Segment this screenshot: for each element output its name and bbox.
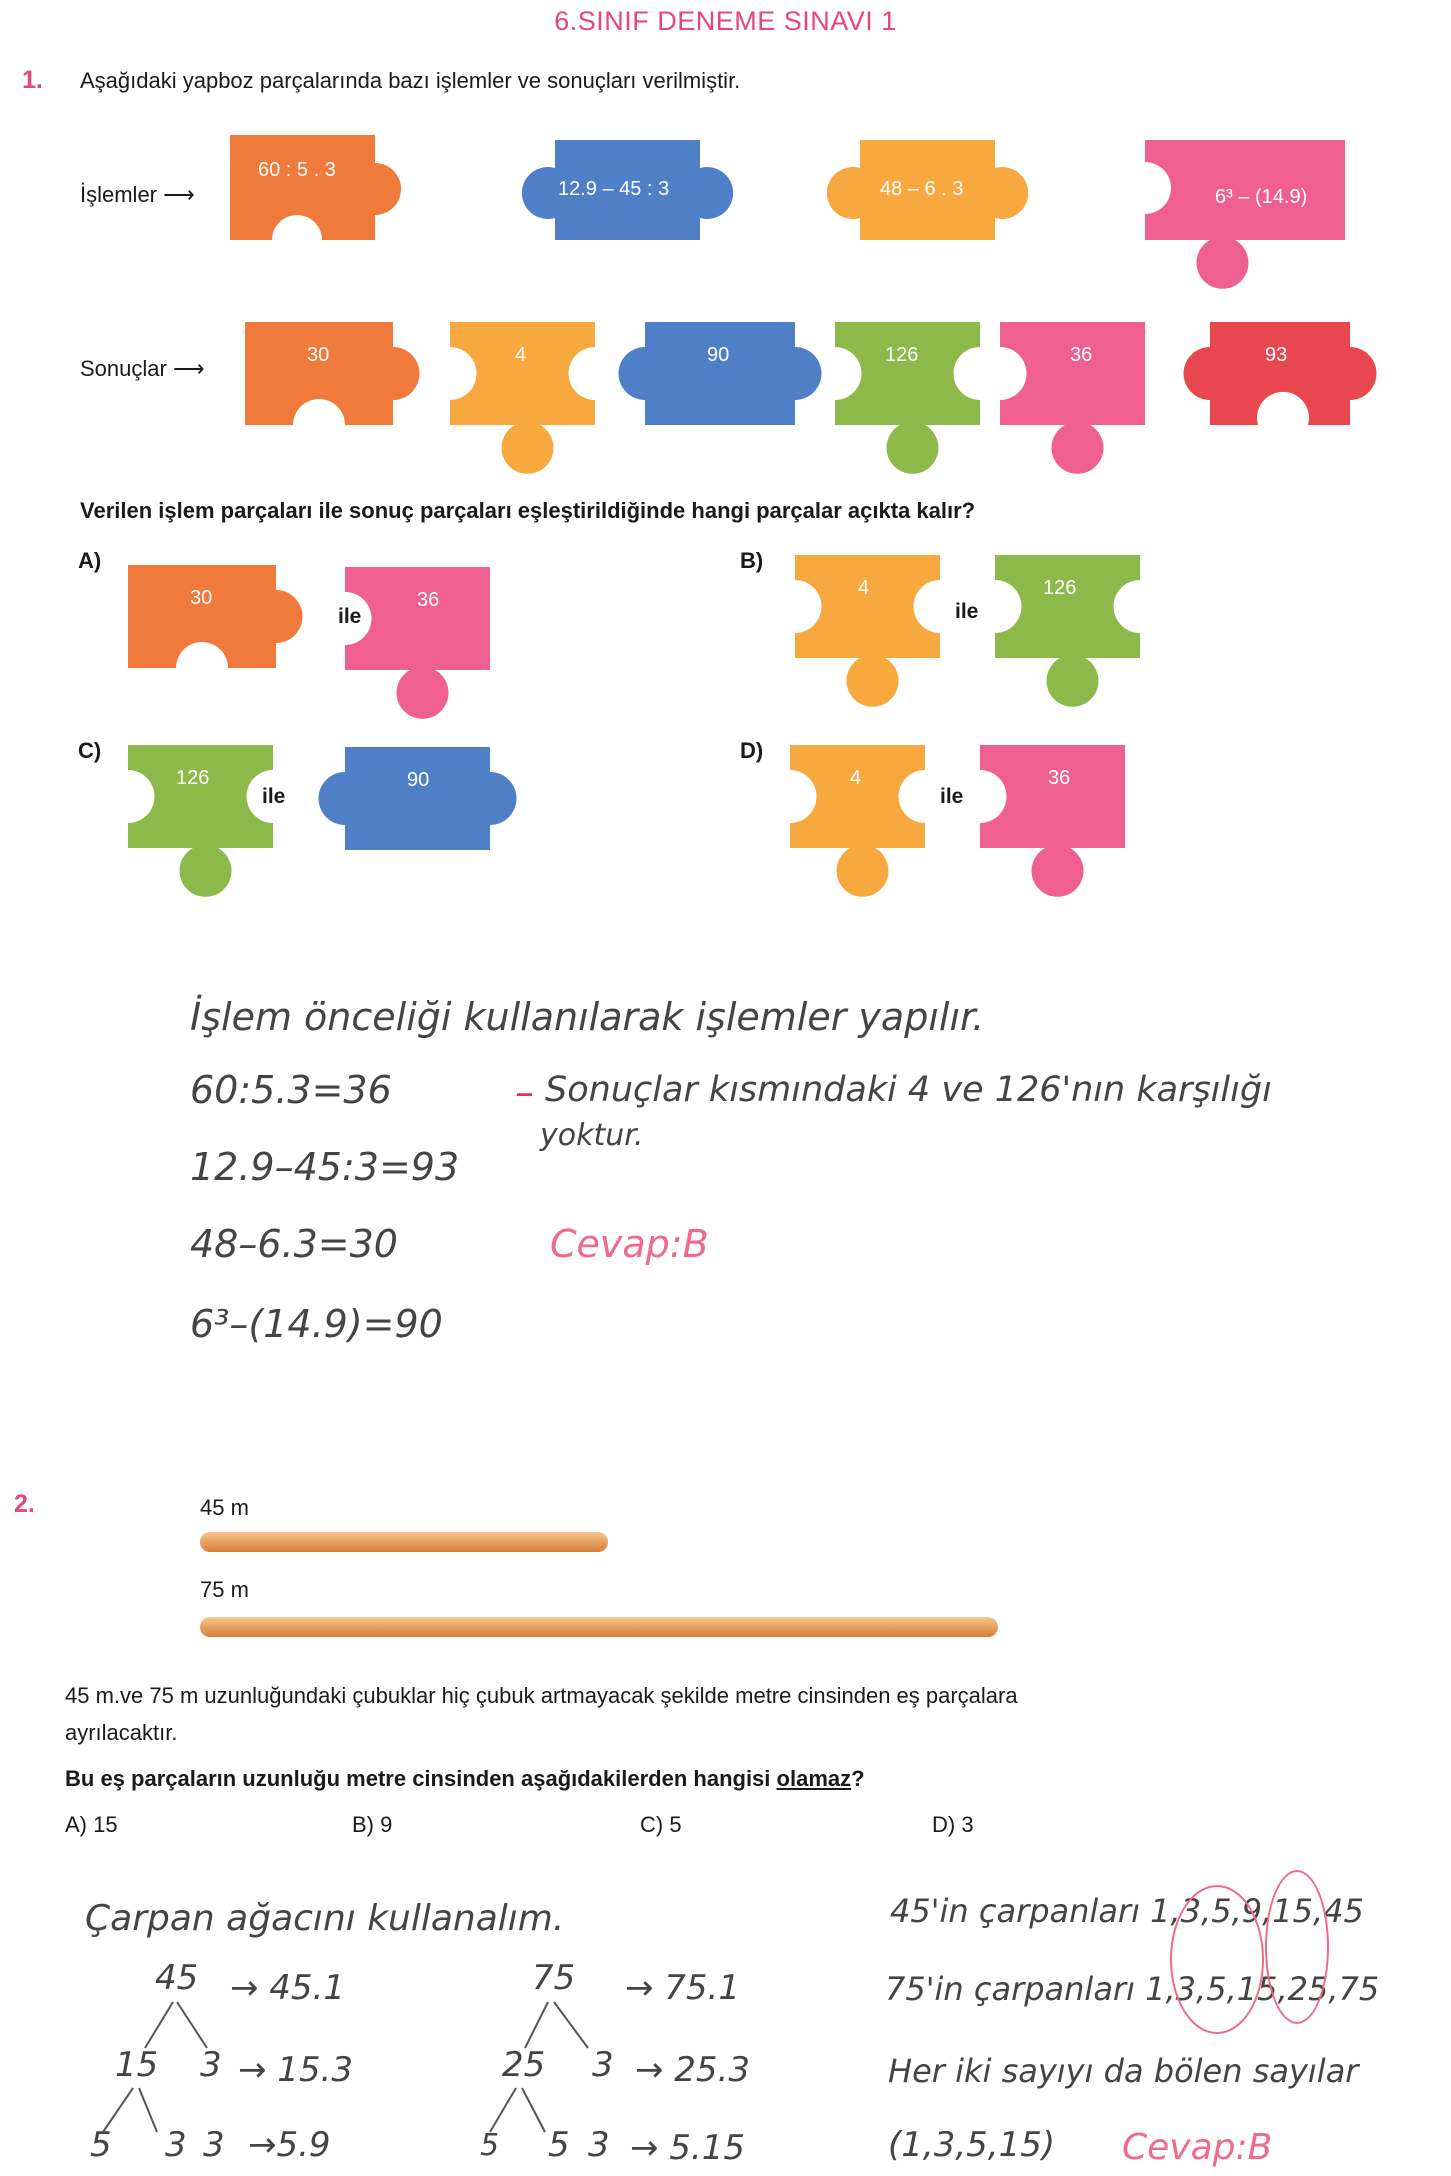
solution-1-answer: Cevap:B	[550, 1222, 709, 1266]
q2-option-a[interactable]: A) 15	[65, 1812, 118, 1837]
question-2-prompt: Bu eş parçaların uzunluğu metre cinsinden aşağıdakilerden hangisi olamaz?	[65, 1766, 865, 1791]
option-b-label[interactable]: B)	[740, 548, 764, 573]
question-2-text-2: ayrılacaktır.	[65, 1720, 178, 1745]
option-a-connector: ile	[338, 605, 362, 628]
option-c-connector: ile	[262, 785, 286, 808]
puzzle-piece-icon	[450, 322, 650, 472]
option-d-connector: ile	[940, 785, 964, 808]
solution-1-note: Sonuçlar kısmındaki 4 ve 126'nın karşılığı	[545, 1070, 1272, 1110]
puzzle-piece-icon	[128, 565, 328, 675]
stick-1-label: 45 m	[200, 1495, 249, 1520]
solution-2-answer: Cevap:B	[1122, 2127, 1273, 2168]
page-title: 6.SINIF DENEME SINAVI 1	[554, 6, 897, 36]
question-2-text-1: 45 m.ve 75 m uzunluğundaki çubuklar hiç çubuk artmayacak şekilde metre cinsinden eş parçalara	[65, 1683, 1018, 1708]
puzzle-piece-icon	[345, 747, 545, 857]
dash-icon: –	[515, 1070, 534, 1114]
factor-tree-45: 45 15 3 5 3 3	[85, 1960, 325, 2170]
solution-2-intro: Çarpan ağacını kullanalım.	[85, 1898, 565, 1939]
question-1-text: Aşağıdaki yapboz parçalarında bazı işlemler ve sonuçları verilmiştir.	[80, 68, 741, 93]
highlight-circle	[1170, 1885, 1264, 2034]
solution-1-line-3: 48–6.3=30	[190, 1222, 398, 1266]
option-c-label[interactable]: C)	[78, 738, 102, 763]
puzzle-piece-icon	[1145, 140, 1345, 290]
puzzle-piece-icon	[1160, 322, 1410, 432]
solution-1-note-2: yoktur.	[540, 1118, 644, 1153]
pair-45-3: →5.9	[248, 2125, 331, 2165]
common-divisors-text: Her iki sayıyı da bölen sayılar	[888, 2052, 1359, 2090]
pair-75-2: → 25.3	[635, 2050, 750, 2090]
pair-75-1: → 75.1	[625, 1968, 740, 2008]
solution-1-intro: İşlem önceliği kullanılarak işlemler yapılır.	[190, 995, 985, 1039]
puzzle-piece-icon	[645, 322, 845, 432]
q2-option-b[interactable]: B) 9	[352, 1812, 393, 1837]
puzzle-piece-icon	[230, 135, 420, 245]
common-divisors-list: (1,3,5,15)	[888, 2125, 1056, 2165]
arrow-right-icon: ⟶	[157, 182, 195, 207]
puzzle-piece-icon	[245, 322, 445, 432]
factor-tree-75: 75 25 3 5 5 3	[470, 1960, 710, 2170]
option-d-label[interactable]: D)	[740, 738, 764, 763]
pair-75-3: → 5.15	[630, 2128, 745, 2168]
puzzle-piece-icon	[790, 745, 990, 895]
puzzle-piece-icon	[995, 555, 1195, 705]
solution-1-line-4: 6³–(14.9)=90	[190, 1302, 443, 1346]
question-2-number: 2.	[14, 1490, 35, 1518]
pair-45-1: → 45.1	[230, 1968, 345, 2008]
factors-45: 45'in çarpanları 1,3,5,9,15,45	[890, 1892, 1364, 1930]
puzzle-piece-icon	[128, 745, 328, 895]
arrow-right-icon: ⟶	[166, 356, 205, 381]
q2-option-c[interactable]: C) 5	[640, 1812, 682, 1837]
factors-75: 75'in çarpanları 1,3,5,15,25,75	[885, 1970, 1380, 2008]
stick-45m	[200, 1532, 608, 1552]
highlight-circle	[1265, 1870, 1329, 2024]
solution-1-line-2: 12.9–45:3=93	[190, 1145, 460, 1189]
sonuclar-label: Sonuçlar ⟶	[80, 356, 205, 381]
stick-2-label: 75 m	[200, 1577, 249, 1602]
question-1-number: 1.	[22, 66, 43, 94]
pair-45-2: → 15.3	[238, 2050, 353, 2090]
q2-option-d[interactable]: D) 3	[932, 1812, 974, 1837]
solution-1-line-1: 60:5.3=36	[190, 1068, 392, 1112]
stick-75m	[200, 1617, 998, 1637]
islemler-label: İşlemler ⟶	[80, 182, 195, 207]
puzzle-piece-icon	[795, 555, 995, 705]
question-1-prompt: Verilen işlem parçaları ile sonuç parçaları eşleştirildiğinde hangi parçalar açıkta kalır?	[80, 498, 976, 523]
option-b-connector: ile	[955, 600, 979, 623]
option-a-label[interactable]: A)	[78, 548, 102, 573]
